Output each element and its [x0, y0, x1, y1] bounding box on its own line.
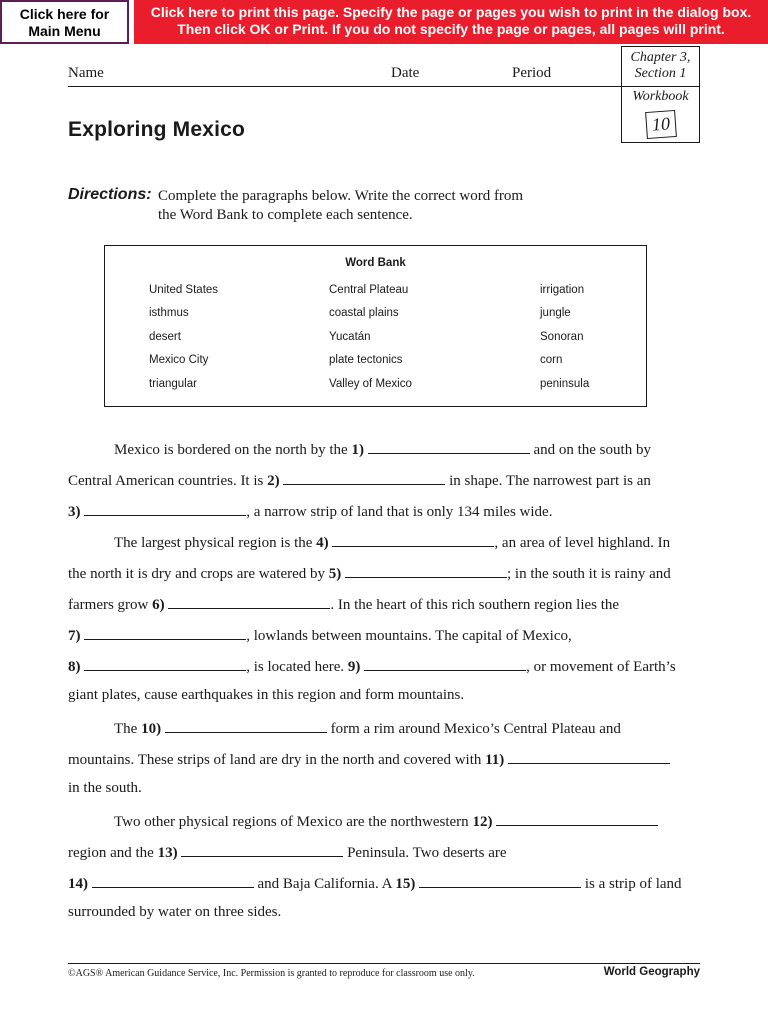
chapter-box	[621, 46, 700, 143]
question-number: 4)	[316, 535, 333, 551]
word-bank-item: coastal plains	[329, 307, 399, 320]
paragraph-text: mountains. These strips of land are dry in the north and covered with	[68, 752, 486, 768]
answer-blank[interactable]	[368, 439, 530, 454]
name-label: Name	[68, 65, 104, 81]
question-number: 1)	[351, 442, 368, 458]
answer-blank[interactable]	[181, 842, 343, 857]
paragraph-text: farmers grow	[68, 597, 153, 613]
answer-blank[interactable]	[283, 470, 445, 485]
paragraph-text: The largest physical region is the	[114, 535, 317, 551]
question-number: 15)	[395, 876, 420, 892]
question-number: 9)	[347, 659, 365, 675]
paragraph-line	[68, 687, 708, 704]
question-number: 2)	[267, 473, 284, 489]
word-bank-column-3	[540, 279, 589, 396]
paragraph-text: giant plates, cause earthquakes in this region and form mountains.	[68, 687, 465, 703]
paragraph-text: Two other physical regions of Mexico are the northwestern	[114, 814, 473, 830]
header-rule	[68, 86, 621, 87]
word-bank-column-2	[329, 279, 412, 396]
answer-blank[interactable]	[332, 532, 494, 547]
paragraph-text: and on the south by	[529, 442, 651, 458]
paragraph-text: the north it is dry and crops are watered by	[68, 566, 329, 582]
word-bank-column-1	[149, 279, 218, 396]
paragraph-text: , lowlands between mountains. The capital of Mexico,	[246, 628, 572, 644]
answer-blank[interactable]	[84, 656, 246, 671]
word-bank-item: Central Plateau	[329, 284, 409, 296]
question-number: 13)	[157, 845, 182, 861]
answer-blank[interactable]	[168, 594, 330, 609]
paragraph-line	[68, 873, 708, 893]
question-number: 14)	[68, 876, 92, 892]
word-bank-item: United States	[149, 284, 219, 296]
page-title: Exploring Mexico	[68, 118, 246, 141]
word-bank-item: desert	[149, 330, 181, 343]
answer-blank[interactable]	[496, 811, 658, 826]
answer-blank[interactable]	[84, 625, 246, 640]
word-bank-item: plate tectonics	[329, 354, 403, 367]
paragraph-text: The	[114, 721, 142, 737]
word-bank-item: Mexico City	[149, 354, 209, 367]
word-bank-item: irrigation	[540, 284, 585, 296]
question-number: 12)	[472, 814, 497, 830]
main-menu-button[interactable]: Click here for Main Menu	[0, 0, 129, 44]
answer-blank[interactable]	[92, 873, 254, 888]
paragraph-line	[68, 470, 708, 490]
question-number: 10)	[141, 721, 165, 737]
chapter-label	[622, 50, 699, 82]
paragraph-text: in the south.	[68, 780, 142, 796]
paragraph-text: Mexico is bordered on the north by the	[114, 442, 352, 458]
date-label: Date	[391, 65, 420, 81]
word-bank-item: triangular	[149, 377, 197, 390]
paragraph-text: , a narrow strip of land that is only 134 miles wide.	[246, 504, 553, 520]
word-bank-item: peninsula	[540, 377, 590, 390]
word-bank-title: Word Bank	[345, 257, 406, 269]
paragraph-text: Central American countries. It is	[68, 473, 268, 489]
answer-blank[interactable]	[165, 718, 327, 733]
answer-blank[interactable]	[508, 749, 670, 764]
paragraph-text: in shape. The narrowest part is an	[445, 473, 651, 489]
paragraph-line	[68, 656, 708, 676]
workbook-label: Workbook	[632, 89, 689, 104]
paragraph-line	[68, 439, 708, 459]
directions-label: Directions:	[68, 186, 152, 203]
word-bank-item: Yucatán	[329, 330, 371, 343]
chapter-divider	[622, 86, 699, 87]
word-bank-item: corn	[540, 354, 563, 367]
paragraph-line	[68, 811, 708, 831]
section-line: Section 1	[634, 66, 687, 81]
paragraph-line	[68, 718, 708, 738]
book-title: World Geography	[603, 966, 700, 978]
paragraph-line	[68, 780, 708, 797]
paragraph-line	[68, 904, 708, 921]
paragraph-text: . In the heart of this rich southern region lies the	[330, 597, 620, 613]
print-page-button[interactable]: Click here to print this page. Specify the page or pages you wish to print in the dialog box. Then click OK or Print. If you do not specify the page or pages, all pages will print.	[134, 0, 768, 44]
question-number: 11)	[485, 752, 509, 768]
paragraph-line	[68, 749, 708, 769]
period-label: Period	[512, 65, 552, 81]
chapter-line: Chapter 3,	[630, 50, 691, 65]
question-number: 3)	[68, 504, 85, 520]
paragraph-text: , is located here.	[246, 659, 348, 675]
word-bank-item: jungle	[540, 307, 571, 320]
paragraph-line	[68, 563, 708, 583]
paragraph-line	[68, 501, 708, 521]
word-bank	[104, 245, 647, 407]
paragraph-text: , or movement of Earth’s	[526, 659, 676, 675]
paragraph-text: form a rim around Mexico’s Central Plateau and	[326, 721, 621, 737]
paragraph-text: ; in the south it is rainy and	[507, 566, 671, 582]
paragraph-line	[68, 625, 708, 645]
answer-blank[interactable]	[364, 656, 526, 671]
answer-blank[interactable]	[419, 873, 581, 888]
paragraph-text: surrounded by water on three sides.	[68, 904, 282, 920]
paragraph-text: , an area of level highland. In	[494, 535, 671, 551]
paragraph-text: Peninsula. Two deserts are	[343, 845, 507, 861]
question-number: 6)	[152, 597, 169, 613]
paragraph-line	[68, 532, 708, 552]
word-bank-item: Valley of Mexico	[329, 377, 412, 390]
word-bank-item: Sonoran	[540, 330, 584, 343]
paragraph-line	[68, 842, 708, 862]
answer-blank[interactable]	[84, 501, 246, 516]
paragraph-text: is a strip of land	[581, 876, 682, 892]
word-bank-item: isthmus	[149, 307, 189, 320]
copyright-notice: ©AGS® American Guidance Service, Inc. Permission is granted to reproduce for classroom use only.	[68, 968, 475, 979]
question-number: 8)	[68, 659, 85, 675]
paragraph-text: and Baja California. A	[253, 876, 396, 892]
question-number: 5)	[328, 566, 345, 582]
paragraph-line	[68, 594, 708, 614]
footer-rule	[68, 963, 700, 964]
workbook-number: 10	[645, 110, 677, 139]
question-number: 7)	[68, 628, 85, 644]
paragraph-text: region and the	[68, 845, 158, 861]
directions-text: Complete the paragraphs below. Write the correct word from the Word Bank to complete each sentence.	[158, 188, 524, 223]
answer-blank[interactable]	[345, 563, 507, 578]
